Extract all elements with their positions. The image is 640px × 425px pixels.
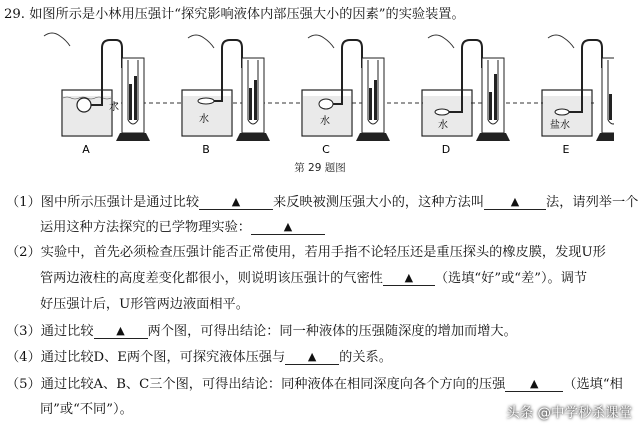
setup-a	[44, 33, 150, 156]
question-title-text: 如图所示是小林用压强计“探究影响液体内部压强大小的因素”的实验装置。	[29, 7, 465, 22]
setup-d	[422, 35, 510, 156]
figure-label-e: E	[562, 143, 570, 156]
part-2-line-3: 好压强计后，U形管两边液面相平。	[40, 297, 249, 312]
figure-label-a: A	[82, 143, 90, 156]
blank-1[interactable]	[199, 194, 273, 210]
part-5-line-1: （5）通过比较A、B、C三个图，可得出结论：同种液体在相同深度向各个方向的压强 ▲ （选填“相	[6, 377, 623, 392]
blank-2[interactable]	[484, 194, 546, 210]
blank-marker: ▲	[307, 350, 317, 363]
part-1-line-2: 运用这种方法探究的已学物理实验： ▲	[40, 219, 325, 237]
setup-b	[182, 35, 270, 156]
watermark: 头条 @中学秒杀课堂	[506, 405, 632, 421]
blank-marker: ▲	[116, 324, 125, 337]
part-5-line-2: 同”或“不同”）。	[40, 402, 133, 417]
part-2-line-2: 管两边液柱的高度差变化都很小，则说明该压强计的气密性 ▲ （选填“好”或“差”）。调节	[40, 271, 588, 286]
part-3-line: （3）通过比较 ▲ 两个图，可得出结论：同一种液体的压强随深度的增加而增大。	[6, 324, 517, 339]
blank-marker: ▲	[283, 220, 293, 233]
experiment-figure	[34, 28, 614, 163]
setup-e	[542, 35, 614, 156]
liquid-label-e: 盐水	[550, 120, 570, 131]
liquid-label-d: 水	[438, 120, 448, 131]
figure-label-b: B	[202, 143, 210, 156]
figure-caption: 第 29 题图	[294, 162, 346, 174]
blank-7[interactable]	[505, 376, 563, 392]
blank-5[interactable]	[94, 323, 148, 339]
part-1-line-1: （1）图中所示压强计是通过比较 ▲ 来反映被测压强大小的，这种方法叫 ▲ 法，请列举一个	[6, 195, 639, 210]
blank-4[interactable]	[383, 270, 435, 286]
liquid-label-a: 水	[109, 102, 119, 113]
blank-marker: ▲	[530, 377, 539, 390]
blank-6[interactable]	[285, 349, 339, 365]
blank-marker: ▲	[231, 195, 241, 208]
blank-marker: ▲	[510, 195, 520, 208]
blank-3[interactable]	[251, 219, 325, 235]
part-4-line: （4）通过比较D、E两个图，可探究液体压强与 ▲ 的关系。	[6, 350, 392, 365]
question-title	[4, 6, 465, 24]
part-2-line-1: （2）实验中，首先必须检查压强计能否正常使用，若用手指不论轻压还是重压探头的橡皮膜，发现U形	[6, 245, 606, 260]
liquid-label-b: 水	[199, 114, 209, 125]
question-number: 29.	[4, 7, 25, 22]
figure-label-d: D	[441, 143, 451, 156]
blank-marker: ▲	[404, 271, 414, 284]
liquid-label-c: 水	[320, 116, 330, 127]
setup-c	[302, 35, 390, 156]
figure-label-c: C	[322, 143, 330, 156]
